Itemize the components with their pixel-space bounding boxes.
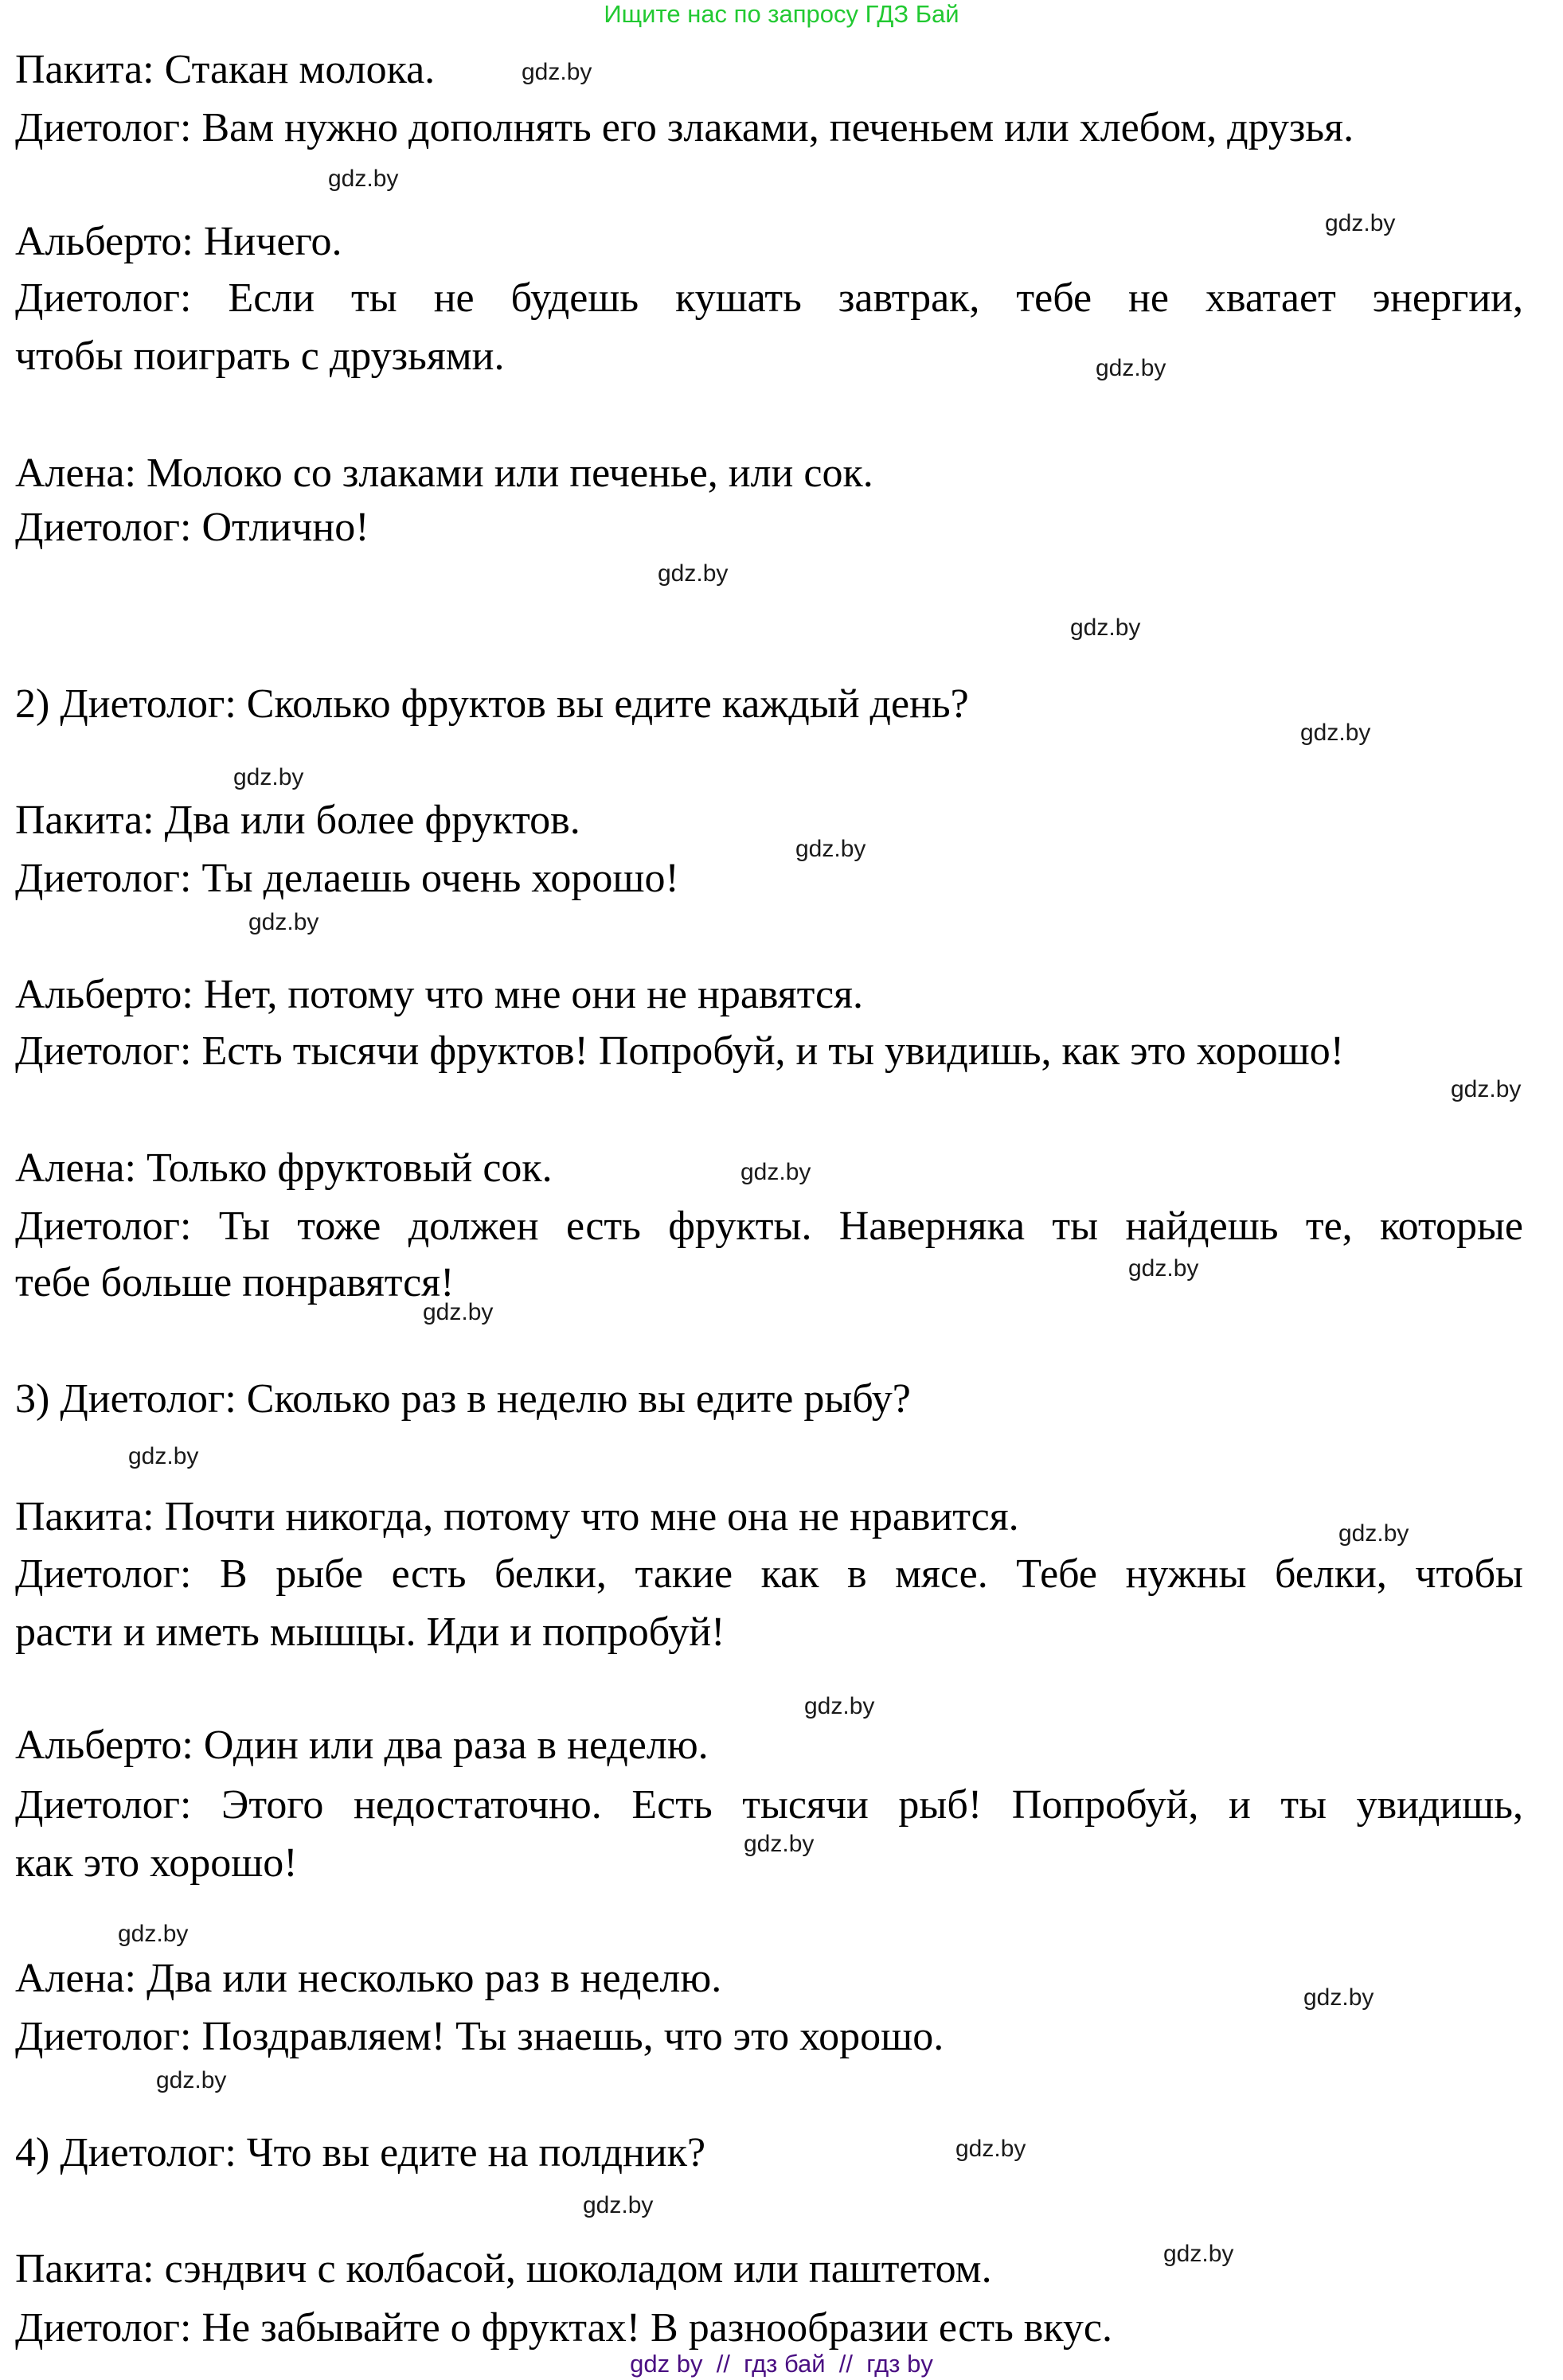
dialogue-line: Алена: Два или несколько раз в неделю. [15,1956,722,2001]
watermark: gdz.by [795,836,866,862]
watermark: gdz.by [740,1159,811,1185]
watermark: gdz.by [1303,1984,1374,2011]
watermark: gdz.by [955,2136,1026,2162]
dialogue-line: Диетолог: Вам нужно дополнять его злаками, печеньем или хлебом, друзья. [15,105,1354,150]
dialogue-line: Алена: Молоко со злаками или печенье, или сок. [15,451,873,496]
dialogue-line: Пакита: Почти никогда, потому что мне она не нравится. [15,1494,1019,1539]
watermark: gdz.by [1300,720,1371,746]
search-banner[interactable]: Ищите нас по запросу ГДЗ Бай [604,0,959,28]
watermark: gdz.by [1325,210,1396,236]
dialogue-line: Диетолог: Если ты не будешь кушать завтрак, тебе не хватает энергии, [15,275,1523,321]
dialogue-line: Пакита: Стакан молока. [15,47,436,92]
watermark: gdz.by [156,2067,227,2093]
dialogue-line: Диетолог: Ты тоже должен есть фрукты. Наверняка ты найдешь те, которые [15,1204,1523,1249]
watermark: gdz.by [1163,2241,1234,2267]
watermark: gdz.by [248,909,319,935]
dialogue-line: Альберто: Ничего. [15,219,342,264]
dialogue-line: чтобы поиграть с друзьями. [15,334,505,379]
question-heading: 3) Диетолог: Сколько раз в неделю вы едите рыбу? [15,1376,911,1422]
watermark: gdz.by [1096,355,1166,381]
dialogue-line: Диетолог: Отлично! [15,505,369,550]
watermark: gdz.by [1338,1520,1409,1547]
watermark: gdz.by [744,1831,815,1857]
watermark: gdz.by [423,1299,494,1325]
dialogue-line: Диетолог: Этого недостаточно. Есть тысячи рыб! Попробуй, и ты увидишь, [15,1782,1523,1828]
watermark: gdz.by [118,1921,189,1947]
dialogue-line: Пакита: сэндвич с колбасой, шоколадом или паштетом. [15,2246,992,2292]
dialogue-line: Диетолог: Поздравляем! Ты знаешь, что это хорошо. [15,2014,944,2059]
watermark: gdz.by [128,1443,199,1469]
dialogue-line: Пакита: Два или более фруктов. [15,798,580,843]
watermark: gdz.by [1451,1076,1522,1102]
question-heading: 2) Диетолог: Сколько фруктов вы едите каждый день? [15,681,969,727]
dialogue-line: расти и иметь мышцы. Иди и попробуй! [15,1609,725,1655]
watermark: gdz.by [233,764,304,790]
dialogue-line: Диетолог: Ты делаешь очень хорошо! [15,856,679,901]
dialogue-line: как это хорошо! [15,1840,298,1886]
watermark: gdz.by [1128,1255,1199,1282]
dialogue-line: Альберто: Один или два раза в неделю. [15,1723,709,1768]
watermark: gdz.by [583,2192,654,2218]
dialogue-line: Диетолог: В рыбе есть белки, такие как в мясе. Тебе нужны белки, чтобы [15,1551,1523,1597]
question-heading: 4) Диетолог: Что вы едите на полдник? [15,2130,706,2175]
footer-links[interactable]: gdz by // гдз бай // гдз by [630,2350,933,2378]
dialogue-line: тебе больше понравятся! [15,1260,455,1305]
watermark: gdz.by [658,560,729,587]
watermark: gdz.by [522,59,592,85]
watermark: gdz.by [804,1693,875,1719]
dialogue-line: Альберто: Нет, потому что мне они не нравятся. [15,972,864,1017]
watermark: gdz.by [1070,615,1141,641]
dialogue-line: Диетолог: Есть тысячи фруктов! Попробуй, и ты увидишь, как это хорошо! [15,1028,1345,1074]
dialogue-line: Алена: Только фруктовый сок. [15,1145,553,1191]
dialogue-line: Диетолог: Не забывайте о фруктах! В разнообразии есть вкус. [15,2305,1112,2351]
watermark: gdz.by [328,166,399,192]
